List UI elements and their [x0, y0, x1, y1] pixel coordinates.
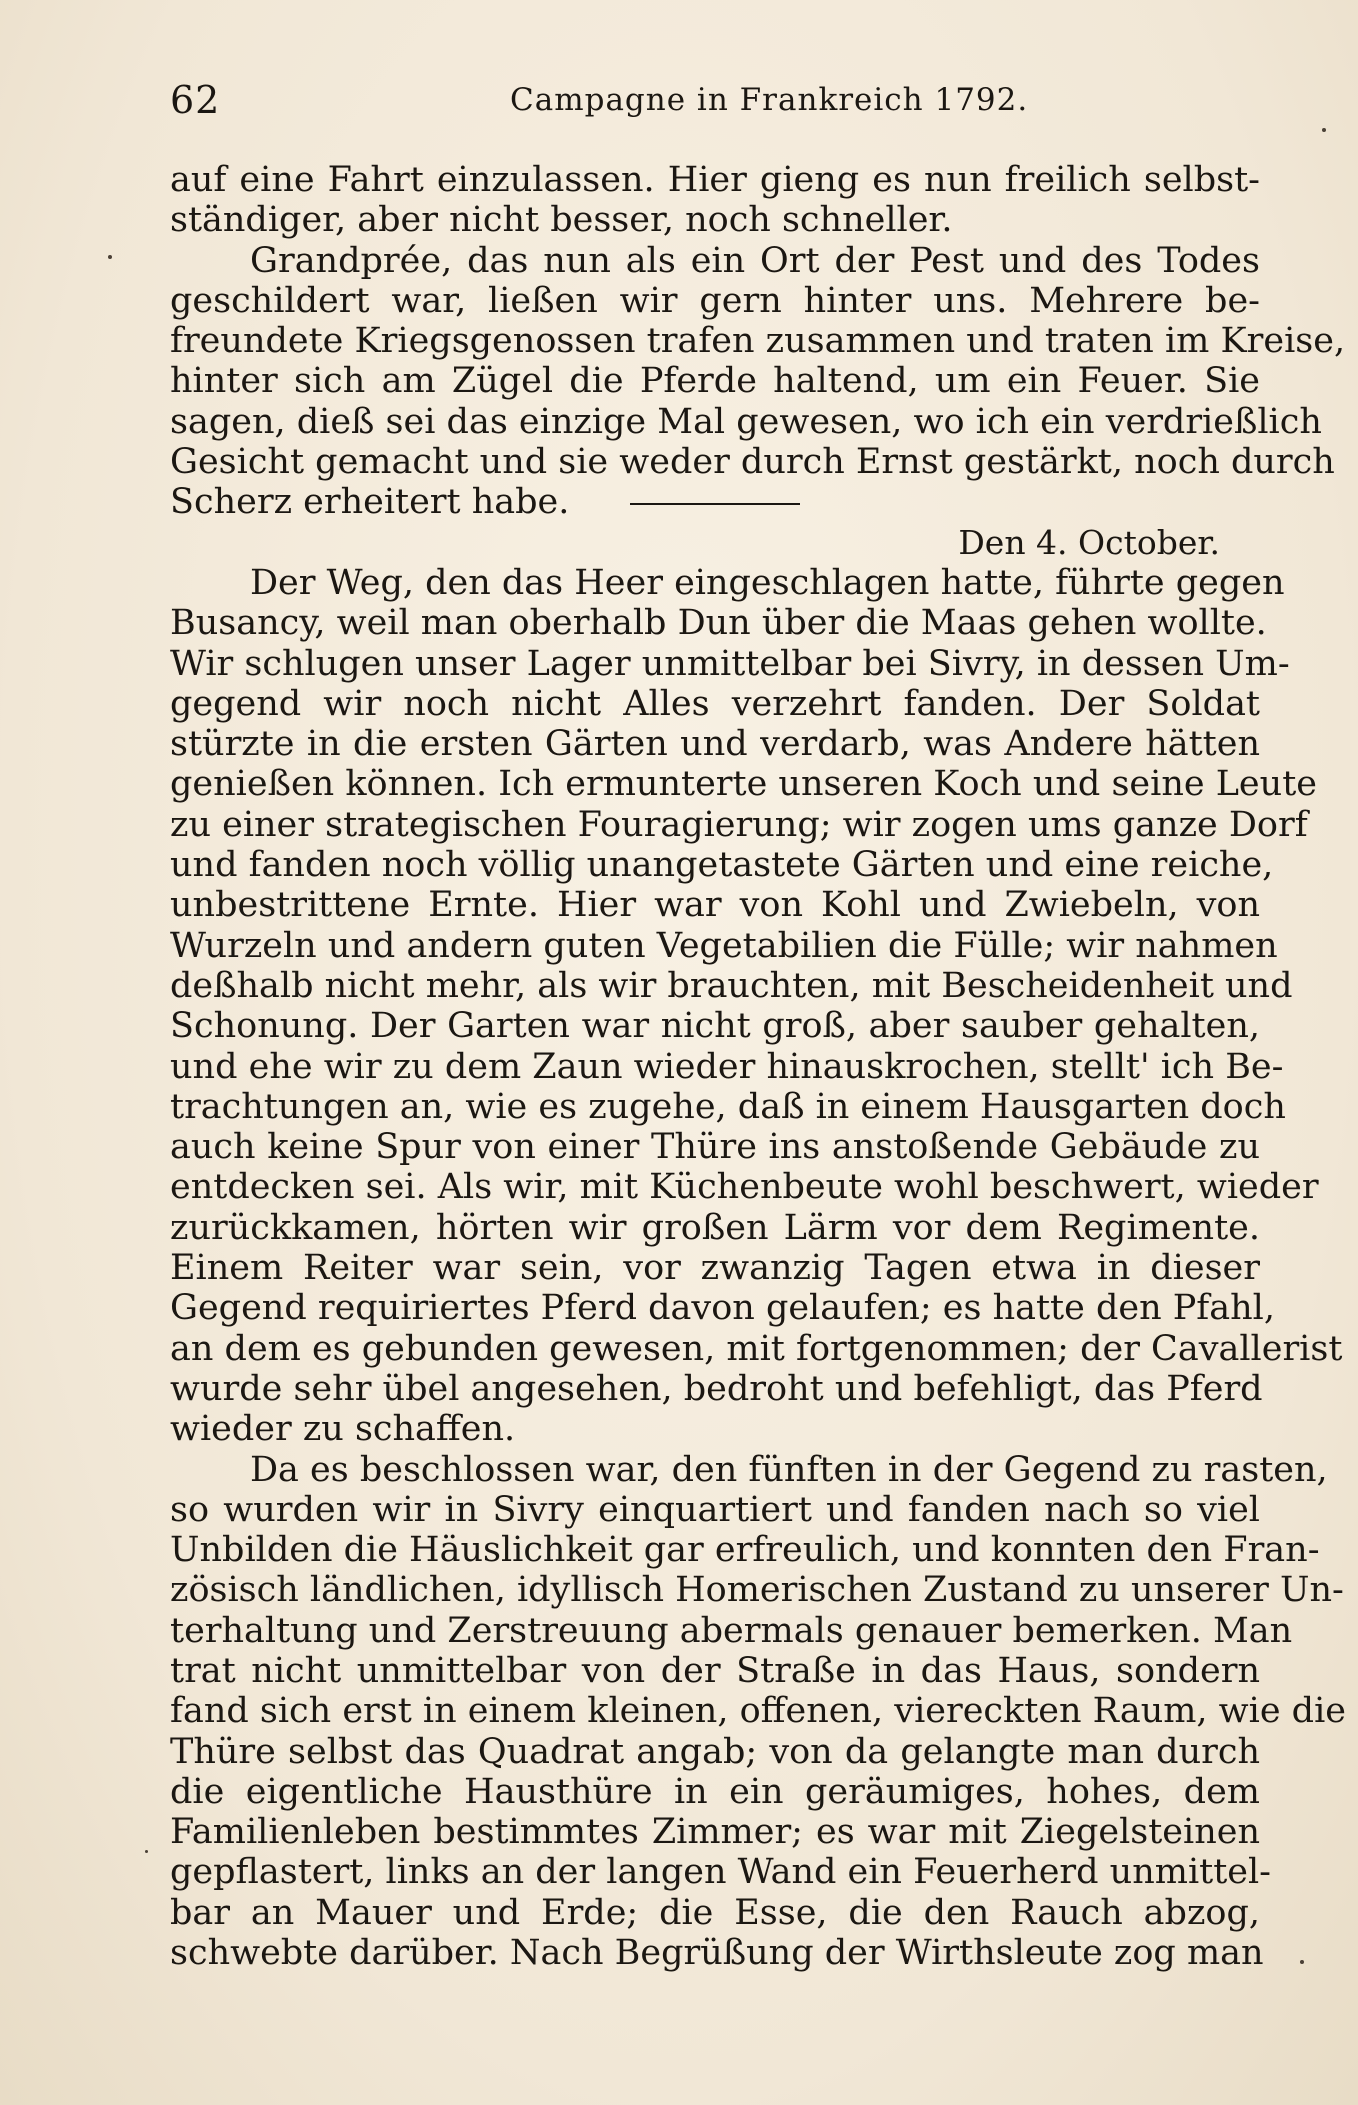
text-line: Der Weg, den das Heer eingeschlagen hatte, führte gegen	[250, 562, 1285, 603]
text-line: gegend wir noch nicht Alles verzehrt fanden. Der Soldat	[170, 683, 1260, 724]
text-line-with-rule	[170, 482, 1260, 522]
text-line: auf eine Fahrt einzulassen. Hier gieng es nun freilich selbst-	[170, 160, 1260, 200]
text-line: gepflastert, links an der langen Wand ein Feuerherd unmittel-	[170, 1852, 1271, 1893]
text-line: deßhalb nicht mehr, als wir brauchten, mit Bescheidenheit und	[170, 965, 1293, 1006]
running-title: Campagne in Frankreich 1792.	[510, 82, 1029, 118]
page-header	[170, 78, 1260, 128]
paper-speck	[1300, 1960, 1304, 1964]
text-line: Da es beschlossen war, den fünften in der Gegend zu rasten,	[250, 1449, 1328, 1490]
text-line: terhaltung und Zerstreuung abermals genauer bemerken. Man	[170, 1610, 1293, 1651]
text-line: die eigentliche Hausthüre in ein geräumiges, hohes, dem	[170, 1771, 1260, 1812]
text-line: so wurden wir in Sivry einquartiert und fanden nach so viel	[170, 1489, 1260, 1530]
text-line: und fanden noch völlig unangetastete Gärten und eine reiche,	[170, 845, 1274, 886]
text-line: Wir schlugen unser Lager unmittelbar bei Sivry, in dessen Um-	[170, 643, 1290, 684]
text-line: unbestrittene Ernte. Hier war von Kohl und Zwiebeln, von	[170, 885, 1260, 926]
text-line: Gegend requiriertes Pferd davon gelaufen; es hatte den Pfahl,	[170, 1288, 1275, 1329]
text-line: zu einer strategischen Fouragierung; wir zogen ums ganze Dorf	[170, 804, 1308, 845]
text-line: Schonung. Der Garten war nicht groß, aber sauber gehalten,	[170, 1006, 1260, 1047]
text-line: zösisch ländlichen, idyllisch Homerischen Zustand zu unserer Un-	[170, 1570, 1344, 1611]
text-line: Grandprée, das nun als ein Ort der Pest und des Todes	[250, 240, 1260, 281]
text-line: zurückkamen, hörten wir großen Lärm vor dem Regimente.	[170, 1207, 1260, 1248]
text-line: an dem es gebunden gewesen, mit fortgenommen; der Cavallerist	[170, 1328, 1343, 1369]
text-line: ständiger, aber nicht besser, noch schneller.	[170, 200, 953, 241]
text-line: bar an Mauer und Erde; die Esse, die den Rauch abzog,	[170, 1892, 1260, 1933]
page-number: 62	[170, 78, 221, 122]
text-line: fand sich erst in einem kleinen, offenen, viereckten Raum, wie die	[170, 1691, 1346, 1732]
text-line: Einem Reiter war sein, vor zwanzig Tagen etwa in dieser	[170, 1248, 1260, 1289]
text-line: geschildert war, ließen wir gern hinter uns. Mehrere be-	[170, 280, 1260, 321]
text-line: entdecken sei. Als wir, mit Küchenbeute wohl beschwert, wieder	[170, 1167, 1319, 1208]
text-line: wurde sehr übel angesehen, bedroht und befehligt, das Pferd	[170, 1368, 1263, 1409]
text-line: Busancy, weil man oberhalb Dun über die Maas gehen wollte.	[170, 603, 1267, 644]
body-text	[170, 160, 1346, 1974]
text-line: wieder zu schaffen.	[170, 1409, 516, 1450]
text-line: Unbilden die Häuslichkeit gar erfreulich, und konnten den Fran-	[170, 1530, 1320, 1571]
text-line: Thüre selbst das Quadrat angab; von da gelangte man durch	[170, 1731, 1260, 1772]
paper-speck	[145, 1850, 148, 1853]
text-line: Familienleben bestimmtes Zimmer; es war mit Ziegelsteinen	[170, 1812, 1260, 1853]
text-line: schwebte darüber. Nach Begrüßung der Wirthsleute zog man	[170, 1933, 1264, 1974]
dateline: Den 4. October.	[958, 522, 1220, 562]
text-line: trachtungen an, wie es zugehe, daß in einem Hausgarten doch	[170, 1086, 1286, 1127]
text-line: trat nicht unmittelbar von der Straße in das Haus, sondern	[170, 1650, 1260, 1691]
paper-speck	[108, 255, 112, 259]
text-line: Scherz erheitert habe.	[170, 482, 570, 523]
text-line: stürzte in die ersten Gärten und verdarb, was Andere hätten	[170, 724, 1260, 765]
text-line: genießen können. Ich ermunterte unseren Koch und seine Leute	[170, 764, 1317, 805]
paper-speck	[1322, 128, 1326, 132]
text-line: Gesicht gemacht und sie weder durch Ernst gestärkt, noch durch	[170, 442, 1335, 483]
text-line: freundete Kriegsgenossen trafen zusammen und traten im Kreise,	[170, 321, 1346, 362]
section-divider-rule	[630, 503, 800, 505]
text-line: Wurzeln und andern guten Vegetabilien die Fülle; wir nahmen	[170, 925, 1278, 966]
text-line: und ehe wir zu dem Zaun wieder hinauskrochen, stellt' ich Be-	[170, 1046, 1284, 1087]
text-line: auch keine Spur von einer Thüre ins anstoßende Gebäude zu	[170, 1127, 1260, 1168]
text-line: sagen, dieß sei das einzige Mal gewesen, wo ich ein verdrießlich	[170, 401, 1322, 442]
text-line: hinter sich am Zügel die Pferde haltend, um ein Feuer. Sie	[170, 361, 1260, 402]
